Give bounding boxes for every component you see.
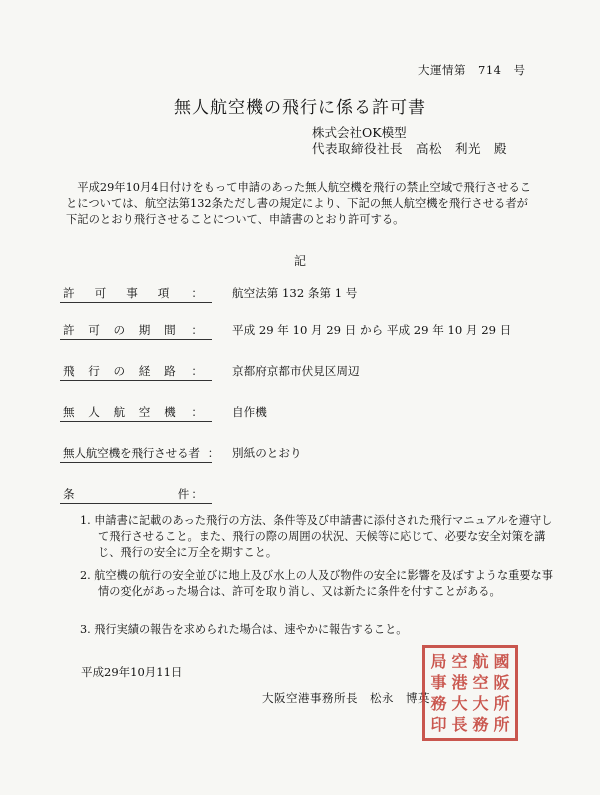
permit-body-text: 平成29年10月4日付けをもって申請のあった無人航空機を飛行の禁止空域で飛行させることについては、航空法第132条ただし書の規定により、下記の無人航空機を飛行させる者が下記のとおり飛行させることについて、申請書のとおり許可する。 (66, 181, 532, 226)
condition-item: 1. 申請書に記載のあった飛行の方法、条件等及び申請書に添付された飛行マニュアルを遵守して飛行させること。また、飛行の際の周囲の状況、天候等に応じて、必要な安全対策を講じ、飛行の安全に万全を期すこと。 (80, 514, 553, 559)
row-label-flight-route: 飛 行 の 経 路 ： (63, 364, 203, 378)
condition-item: 3. 飛行実績の報告を求められた場合は、速やかに報告すること。 (80, 623, 408, 636)
row-underline (60, 339, 212, 340)
row-label-permitted-item: 許 可 事 項 ： (63, 286, 203, 300)
ki-heading: 記 (293, 254, 306, 268)
row-label-conditions: 条 件 ： (63, 487, 203, 501)
issuer-name: 大阪空港事務所長 松永 博英 (262, 691, 430, 705)
condition-item: 2. 航空機の航行の安全並びに地上及び水上の人及び物件の安全に影響を及ぼすような重要な事情の変化があった場合は、許可を取り消し、又は新たに条件を付すことがある。 (80, 569, 553, 598)
recipient-company: 株式会社OK模型 (312, 125, 407, 140)
row-value-flight-route: 京都府京都市伏見区周辺 (232, 364, 360, 378)
row-value-operator: 別紙のとおり (232, 446, 302, 460)
row-underline (60, 380, 212, 381)
row-underline (60, 302, 212, 303)
row-underline (60, 421, 212, 422)
row-label-operator: 無人航空機を飛行させる者 ： (63, 446, 220, 460)
row-label-aircraft: 無 人 航 空 機 ： (63, 405, 203, 419)
row-value-permitted-item: 航空法第 132 条第 1 号 (232, 286, 358, 300)
document-number: 大運情第 714 号 (418, 63, 526, 77)
issue-date: 平成29年10月11日 (81, 665, 183, 679)
row-underline (60, 503, 212, 504)
official-seal-icon: 局 空 航 國 事 港 空 阪 務 大 大 所 印 長 務 所 (422, 645, 518, 741)
recipient-representative: 代表取締役社長 高松 利光 殿 (312, 141, 508, 156)
row-value-aircraft: 自作機 (232, 405, 267, 419)
row-value-permit-period: 平成 29 年 10 月 29 日 から 平成 29 年 10 月 29 日 (232, 323, 512, 337)
document-title: 無人航空機の飛行に係る許可書 (174, 98, 426, 118)
row-label-permit-period: 許 可 の 期 間 ： (63, 323, 203, 337)
row-underline (60, 462, 212, 463)
